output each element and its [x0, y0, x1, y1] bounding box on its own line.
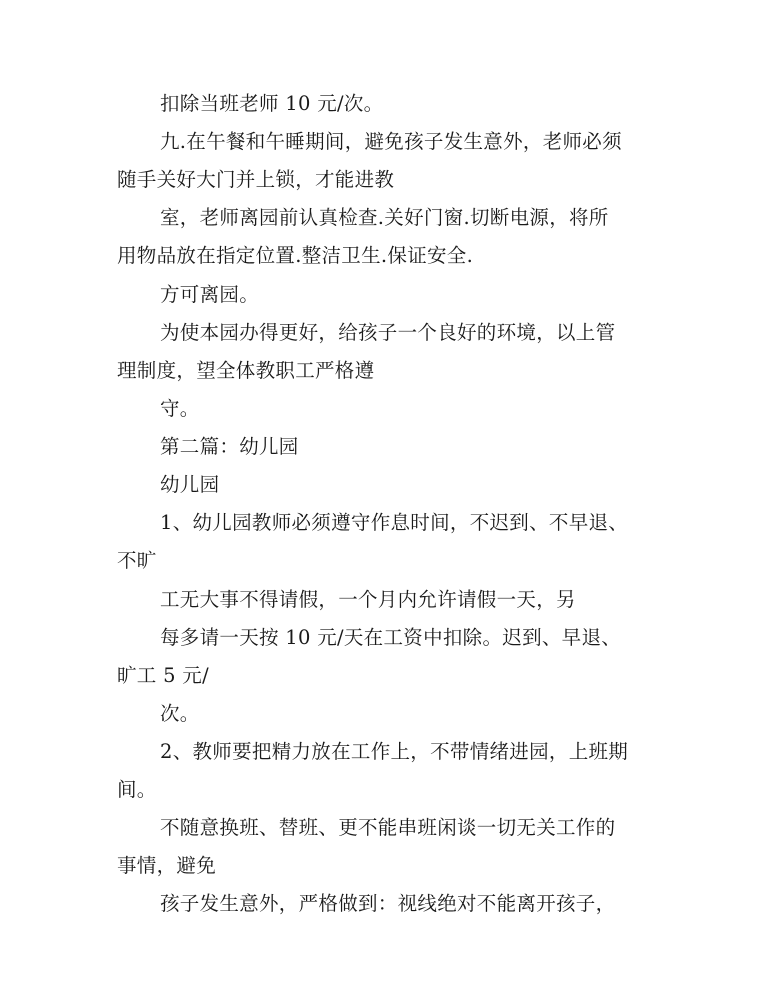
text-line: 1、幼儿园教师必须遵守作息时间，不迟到、不早退、 — [160, 511, 629, 534]
text-line: 理制度，望全体教职工严格遵 — [117, 359, 375, 382]
text-line: 孩子发生意外，严格做到：视线绝对不能离开孩子， — [160, 892, 616, 915]
text-line: 室，老师离园前认真检查.关好门窗.切断电源，将所 — [160, 206, 609, 229]
text-line: 不随意换班、替班、更不能串班闲谈一切无关工作的 — [160, 816, 616, 839]
text-line: 工无大事不得请假，一个月内允许请假一天，另 — [160, 588, 576, 611]
text-line: 扣除当班老师 10 元/次。 — [160, 92, 384, 115]
text-line: 2、教师要把精力放在工作上，不带情绪进园，上班期 — [160, 740, 629, 763]
text-line: 为使本园办得更好，给孩子一个良好的环境，以上管 — [160, 321, 616, 344]
text-line: 事情，避免 — [117, 854, 217, 877]
text-line: 随手关好大门并上锁，才能进教 — [117, 168, 395, 191]
text-line: 次。 — [160, 702, 200, 725]
text-line: 九.在午餐和午睡期间，避免孩子发生意外，老师必须 — [160, 130, 622, 153]
section-subtitle: 幼儿园 — [160, 473, 220, 496]
text-line: 旷工 5 元/ — [117, 664, 209, 687]
section-heading: 第二篇：幼儿园 — [160, 435, 299, 458]
text-line: 用物品放在指定位置.整洁卫生.保证安全. — [117, 244, 474, 267]
text-line: 方可离园。 — [160, 283, 260, 306]
text-line: 不旷 — [117, 549, 157, 572]
text-line: 每多请一天按 10 元/天在工资中扣除。迟到、早退、 — [160, 626, 622, 649]
text-line: 间。 — [117, 778, 157, 801]
text-line: 守。 — [160, 397, 200, 420]
